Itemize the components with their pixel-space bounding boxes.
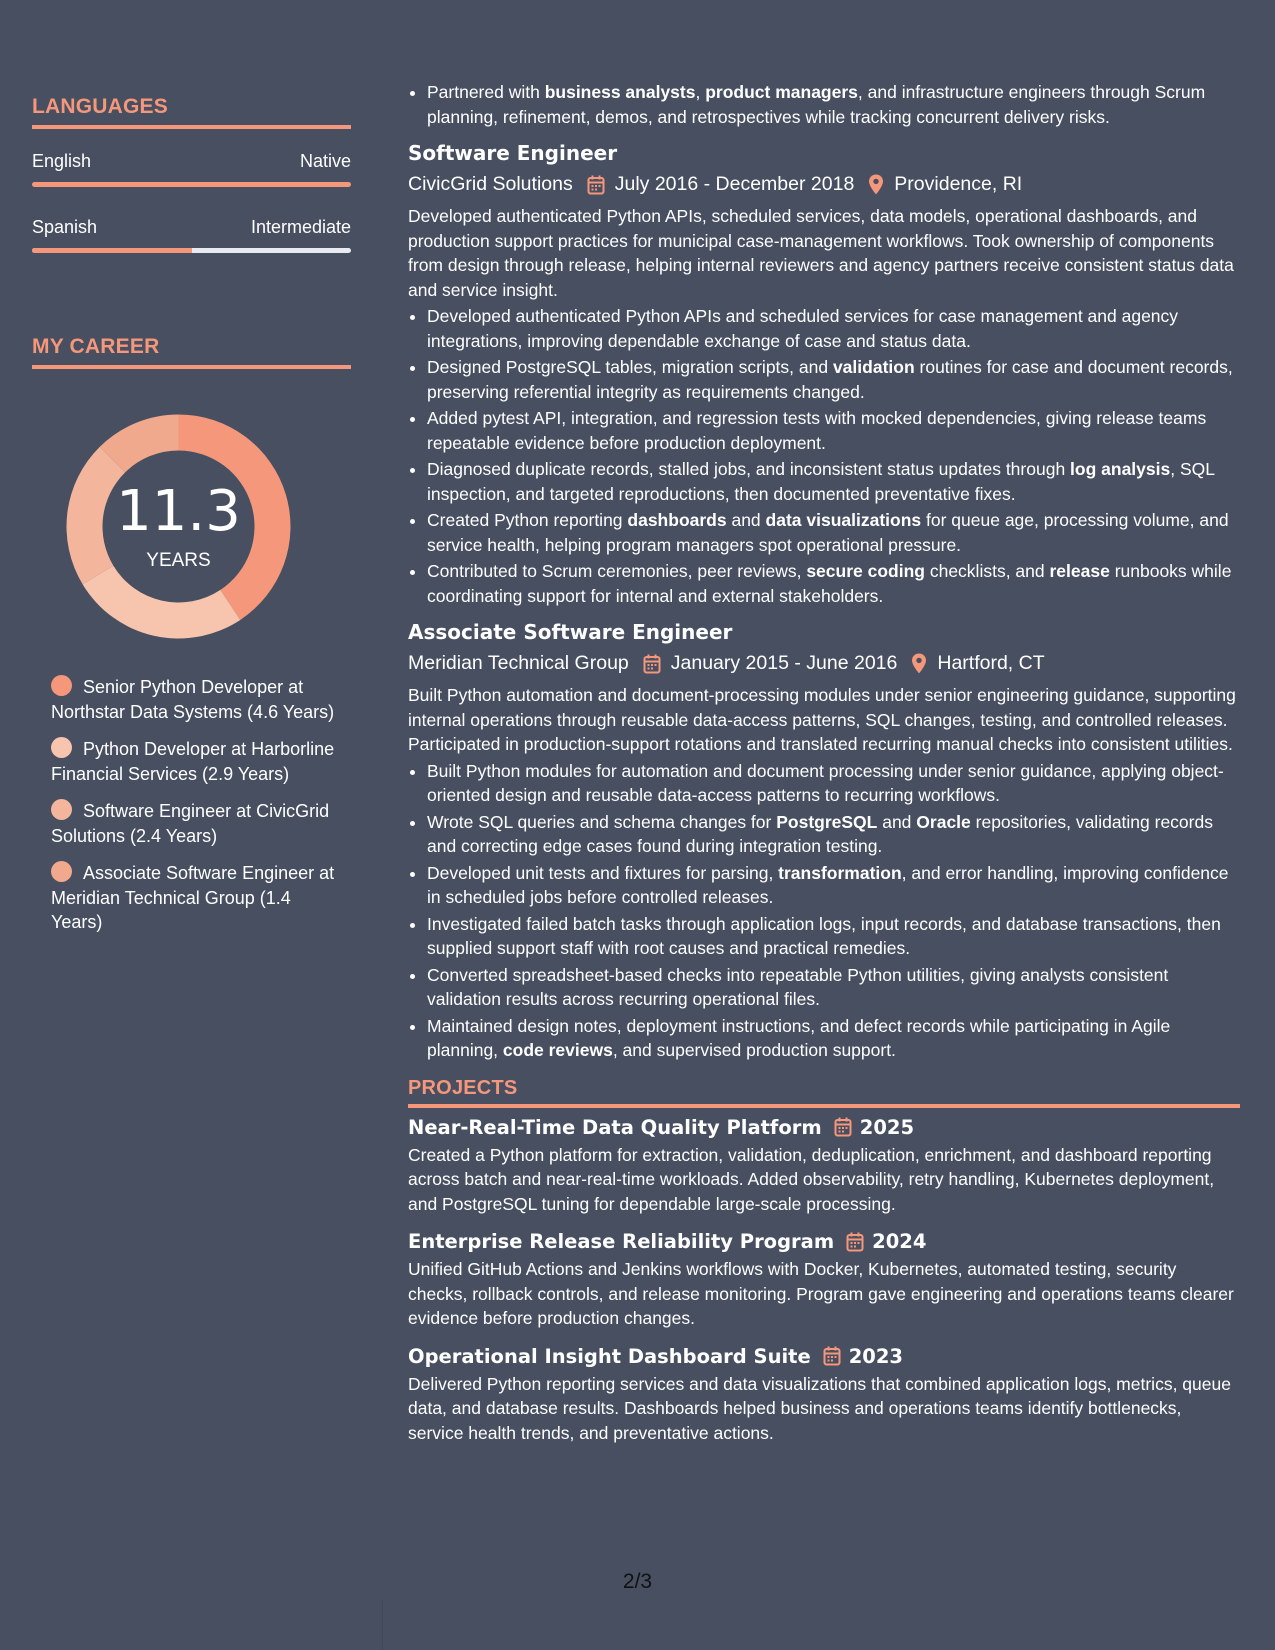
legend-item [51,737,336,786]
bullet-emphasis: dashboards [627,510,727,530]
bullet-item: • Investigated failed batch tasks through application logs, input records, and database transactions, then supplied support staff with root causes and practical remedies. [427,912,1240,961]
bullet-item: • Converted spreadsheet-based checks into repeatable Python utilities, giving analysts consistent validation results across recurring operational files. [427,963,1240,1012]
bullet-item: • Wrote SQL queries and schema changes for PostgreSQL and Oracle repositories, validating records and correcting edge cases found during integration testing. [427,810,1240,859]
previous-job-bullets [408,80,1240,129]
job-company: CivicGrid Solutions [408,173,573,195]
career-section [32,335,351,369]
project-heading [408,1230,1240,1253]
calendar-icon [587,175,605,195]
legend-label: Senior Python Developer at Northstar Data Systems (4.6 Years) [51,677,335,722]
page-number: 2/3 [622,1570,653,1593]
project-item [408,1345,1240,1446]
projects-section [408,1077,1240,1446]
career-years-label: YEARS [146,550,211,571]
bullet-item: • Contributed to Scrum ceremonies, peer reviews, secure coding checklists, and release runbooks while coordinating support for internal and external stakeholders. [427,559,1240,608]
bullet-item: • Diagnosed duplicate records, stalled jobs, and inconsistent status updates through log analysis, SQL inspection, and targeted reproductions, then documented preventative fixes. [427,457,1240,506]
bullet-item: • Maintained design notes, deployment instructions, and defect records while participating in Agile planning, code reviews, and supervised production support. [427,1014,1240,1063]
bullet-emphasis: business analysts [544,82,696,102]
language-name: English [32,151,92,171]
job-bullets [408,304,1240,608]
project-name: Enterprise Release Reliability Program [408,1230,835,1253]
project-description: Unified GitHub Actions and Jenkins workflows with Docker, Kubernetes, automated testing, security checks, rollback controls, and release monitoring. Program gave engineering and operations teams clearer evidence before production changes. [408,1259,1234,1328]
language-level-fill [32,182,351,187]
language-item [32,217,351,253]
bullet-emphasis: product managers [705,82,858,102]
job-location: Hartford, CT [937,652,1045,674]
project-heading [408,1345,1240,1368]
previous-job-continued [408,80,1240,129]
legend-label: Associate Software Engineer at Meridian Technical Group (1.4 Years) [51,863,335,932]
column-divider [382,1600,383,1650]
legend-label: Software Engineer at CivicGrid Solutions (2.4 Years) [51,801,330,846]
location-pin-icon [911,653,927,674]
career-title: MY CAREER [32,335,351,369]
language-level-bar [32,182,351,187]
legend-dot [51,799,72,820]
legend-item [51,861,336,935]
career-total-years: 11.3 [116,479,241,544]
languages-title: LANGUAGES [32,95,351,129]
job-summary: Developed authenticated Python APIs, scheduled services, data models, operational dashboards, and production support practices for municipal case-management workflows. Took ownership of components from design through release, helping internal reviewers and agency partners receive consistent status data and service insight. [408,206,1234,300]
project-description: Created a Python platform for extraction, validation, deduplication, enrichment, and dashboard reporting across batch and near-real-time workloads. Added observability, retry handling, Kubernetes deployment, and PostgreSQL tuning for dependable large-scale processing. [408,1144,1215,1214]
bullet-item: • Partnered with business analysts, product managers, and infrastructure engineers through Scrum planning, refinement, demos, and retrospectives while tracking concurrent delivery risks. [427,80,1240,129]
bullet-item: • Developed authenticated Python APIs and scheduled services for case management and agency integrations, improving dependable exchange of case and status data. [427,304,1240,353]
bullet-item: • Built Python modules for automation and document processing under senior guidance, applying object-oriented design and reusable data-access patterns to recurring workflows. [427,759,1240,808]
project-name: Operational Insight Dashboard Suite [408,1344,811,1368]
legend-item [51,675,336,724]
language-item [32,151,351,187]
job-dates: January 2015 - June 2016 [670,652,898,674]
job-bullets [408,759,1240,1063]
job-location: Providence, RI [894,173,1023,195]
project-description: Delivered Python reporting services and data visualizations that combined application logs, metrics, queue data, and database results. Dashboards helped business and operations teams identify bottlenecks, service health trends, and preventative actions. [408,1373,1231,1443]
job-summary: Built Python automation and document-processing modules under senior engineering guidance, supporting internal operations through reusable data-access patterns, SQL changes, testing, and controlled releases. Participated in production-support rotations and translated recurring manual checks into consistent utilities. [408,685,1236,754]
location-pin-icon [868,174,884,195]
project-year: 2024 [872,1230,927,1253]
project-year: 2025 [859,1115,915,1139]
bullet-emphasis: Oracle [916,811,971,832]
bullet-emphasis: release [1049,561,1110,581]
job-meta [408,173,1240,196]
bullet-emphasis: secure coding [806,561,925,581]
job-title: Software Engineer [408,141,618,165]
bullet-item: • Added pytest API, integration, and regression tests with mocked dependencies, giving release teams repeatable evidence before production deployment. [427,406,1240,455]
project-heading [408,1116,1240,1139]
bullet-item: • Created Python reporting dashboards and data visualizations for queue age, processing volume, and service health, helping program managers spot operational pressure. [427,508,1240,557]
language-level-fill [32,248,192,253]
language-level: Intermediate [250,217,351,237]
language-level: Native [299,151,351,171]
job-entry [408,141,1240,608]
bullet-emphasis: log analysis [1070,459,1171,479]
project-year: 2023 [848,1344,903,1368]
main-content [408,0,1240,1447]
projects-title: PROJECTS [408,1077,1240,1108]
job-title: Associate Software Engineer [408,620,733,644]
legend-dot [51,737,72,758]
calendar-icon [643,654,661,674]
job-dates: July 2016 - December 2018 [614,173,855,195]
calendar-icon [823,1346,841,1366]
bullet-item: • Developed unit tests and fixtures for parsing, transformation, and error handling, improving confidence in scheduled jobs before controlled releases. [427,861,1240,910]
bullet-emphasis: code reviews [502,1040,613,1060]
bullet-emphasis: data visualizations [765,510,922,530]
bullet-emphasis: validation [832,357,915,377]
legend-item [51,799,336,848]
calendar-icon [846,1232,864,1252]
legend-dot [51,675,72,696]
job-company: Meridian Technical Group [408,652,629,674]
donut-slice [83,566,241,639]
legend-label: Python Developer at Harborline Financial Services (2.9 Years) [51,739,335,784]
calendar-icon [834,1117,852,1137]
job-meta [408,652,1240,675]
project-item [408,1230,1240,1331]
language-level-bar [32,248,351,253]
project-name: Near-Real-Time Data Quality Platform [408,1115,822,1139]
career-legend [51,675,336,948]
job-entry [408,620,1240,1063]
bullet-item: • Designed PostgreSQL tables, migration scripts, and validation routines for case and document records, preserving referential integrity as requirements changed. [427,355,1240,404]
bullet-emphasis: transformation [778,862,902,883]
career-donut-chart [66,414,291,639]
bullet-emphasis: PostgreSQL [776,811,878,832]
project-item [408,1116,1240,1217]
legend-dot [51,861,72,882]
language-name: Spanish [32,217,98,237]
languages-section [32,95,351,253]
